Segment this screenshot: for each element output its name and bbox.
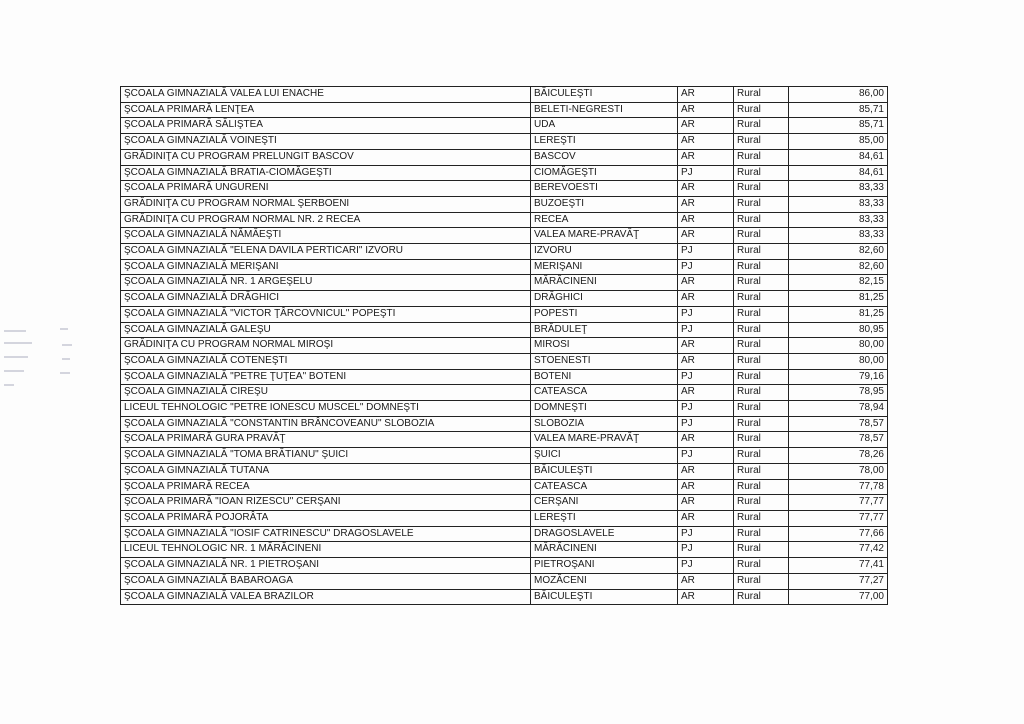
environment-cell: Rural <box>734 306 789 322</box>
school-name-cell: ŞCOALA GIMNAZIALĂ MERIŞANI <box>121 259 531 275</box>
school-name-cell: ŞCOALA GIMNAZIALĂ BABAROAGA <box>121 573 531 589</box>
type-cell: PJ <box>678 448 734 464</box>
table-row <box>121 416 888 432</box>
type-cell: AR <box>678 275 734 291</box>
environment-cell: Rural <box>734 385 789 401</box>
school-name-cell: ŞCOALA GIMNAZIALĂ CIREŞU <box>121 385 531 401</box>
table-row <box>121 495 888 511</box>
school-name-cell: GRĂDINIŢA CU PROGRAM NORMAL ŞERBOENI <box>121 196 531 212</box>
locality-cell: VALEA MARE-PRAVĂŢ <box>531 228 678 244</box>
score-cell: 78,95 <box>789 385 888 401</box>
type-cell: AR <box>678 589 734 605</box>
school-name-cell: ŞCOALA GIMNAZIALĂ "PETRE ŢUŢEA" BOTENI <box>121 369 531 385</box>
score-cell: 77,77 <box>789 495 888 511</box>
table-row <box>121 259 888 275</box>
table-row <box>121 212 888 228</box>
score-cell: 80,95 <box>789 322 888 338</box>
score-cell: 86,00 <box>789 87 888 103</box>
table-row <box>121 479 888 495</box>
type-cell: PJ <box>678 244 734 260</box>
locality-cell: CATEASCA <box>531 385 678 401</box>
locality-cell: BOTENI <box>531 369 678 385</box>
environment-cell: Rural <box>734 196 789 212</box>
type-cell: PJ <box>678 558 734 574</box>
table-row <box>121 165 888 181</box>
locality-cell: DRĂGHICI <box>531 291 678 307</box>
score-cell: 77,00 <box>789 589 888 605</box>
environment-cell: Rural <box>734 463 789 479</box>
type-cell: AR <box>678 338 734 354</box>
locality-cell: RECEA <box>531 212 678 228</box>
locality-cell: BĂICULEŞTI <box>531 463 678 479</box>
school-name-cell: ŞCOALA GIMNAZIALĂ VOINEŞTI <box>121 134 531 150</box>
locality-cell: BASCOV <box>531 149 678 165</box>
score-cell: 77,66 <box>789 526 888 542</box>
score-cell: 78,94 <box>789 401 888 417</box>
table-row <box>121 322 888 338</box>
school-name-cell: GRĂDINIŢA CU PROGRAM PRELUNGIT BASCOV <box>121 149 531 165</box>
type-cell: AR <box>678 463 734 479</box>
environment-cell: Rural <box>734 134 789 150</box>
school-name-cell: ŞCOALA GIMNAZIALĂ "VICTOR ŢÂRCOVNICUL" POPEŞTI <box>121 306 531 322</box>
environment-cell: Rural <box>734 401 789 417</box>
locality-cell: CERŞANI <box>531 495 678 511</box>
type-cell: AR <box>678 385 734 401</box>
table-row <box>121 369 888 385</box>
type-cell: AR <box>678 495 734 511</box>
locality-cell: MĂRĂCINENI <box>531 542 678 558</box>
score-cell: 83,33 <box>789 228 888 244</box>
type-cell: AR <box>678 432 734 448</box>
environment-cell: Rural <box>734 118 789 134</box>
score-cell: 81,25 <box>789 291 888 307</box>
locality-cell: LEREŞTI <box>531 510 678 526</box>
score-cell: 83,33 <box>789 212 888 228</box>
locality-cell: POPESTI <box>531 306 678 322</box>
environment-cell: Rural <box>734 448 789 464</box>
score-cell: 81,25 <box>789 306 888 322</box>
score-cell: 82,60 <box>789 244 888 260</box>
school-name-cell: ŞCOALA GIMNAZIALĂ VALEA LUI ENACHE <box>121 87 531 103</box>
environment-cell: Rural <box>734 589 789 605</box>
table-row <box>121 291 888 307</box>
locality-cell: PIETROŞANI <box>531 558 678 574</box>
table-row <box>121 432 888 448</box>
environment-cell: Rural <box>734 338 789 354</box>
table-row <box>121 385 888 401</box>
school-name-cell: ŞCOALA GIMNAZIALĂ BRATIA-CIOMĂGEŞTI <box>121 165 531 181</box>
type-cell: AR <box>678 510 734 526</box>
environment-cell: Rural <box>734 165 789 181</box>
locality-cell: BĂICULEŞTI <box>531 589 678 605</box>
school-name-cell: ŞCOALA GIMNAZIALĂ NR. 1 PIETROŞANI <box>121 558 531 574</box>
table-row <box>121 87 888 103</box>
locality-cell: MERIŞANI <box>531 259 678 275</box>
school-name-cell: ŞCOALA PRIMARĂ UNGURENI <box>121 181 531 197</box>
environment-cell: Rural <box>734 181 789 197</box>
table-row <box>121 118 888 134</box>
type-cell: AR <box>678 353 734 369</box>
school-ranking-table <box>120 86 888 605</box>
school-name-cell: ŞCOALA GIMNAZIALĂ GALEŞU <box>121 322 531 338</box>
type-cell: AR <box>678 479 734 495</box>
table-row <box>121 181 888 197</box>
table-row <box>121 401 888 417</box>
table-row <box>121 353 888 369</box>
score-cell: 78,00 <box>789 463 888 479</box>
locality-cell: BRĂDULEŢ <box>531 322 678 338</box>
table-row <box>121 526 888 542</box>
school-name-cell: LICEUL TEHNOLOGIC "PETRE IONESCU MUSCEL" DOMNEŞTI <box>121 401 531 417</box>
score-cell: 80,00 <box>789 338 888 354</box>
school-name-cell: ŞCOALA PRIMARĂ RECEA <box>121 479 531 495</box>
table-row <box>121 196 888 212</box>
type-cell: PJ <box>678 306 734 322</box>
type-cell: PJ <box>678 526 734 542</box>
locality-cell: BELETI-NEGRESTI <box>531 102 678 118</box>
locality-cell: DOMNEŞTI <box>531 401 678 417</box>
environment-cell: Rural <box>734 416 789 432</box>
school-name-cell: ŞCOALA GIMNAZIALĂ DRĂGHICI <box>121 291 531 307</box>
score-cell: 84,61 <box>789 149 888 165</box>
score-cell: 78,57 <box>789 416 888 432</box>
school-name-cell: ŞCOALA GIMNAZIALĂ VALEA BRAZILOR <box>121 589 531 605</box>
locality-cell: CIOMĂGEŞTI <box>531 165 678 181</box>
score-cell: 78,26 <box>789 448 888 464</box>
locality-cell: BEREVOESTI <box>531 181 678 197</box>
school-name-cell: ŞCOALA GIMNAZIALĂ TUTANA <box>121 463 531 479</box>
environment-cell: Rural <box>734 495 789 511</box>
school-name-cell: ŞCOALA PRIMARĂ "IOAN RIZESCU" CERŞANI <box>121 495 531 511</box>
locality-cell: VALEA MARE-PRAVĂŢ <box>531 432 678 448</box>
score-cell: 85,71 <box>789 118 888 134</box>
type-cell: AR <box>678 212 734 228</box>
environment-cell: Rural <box>734 542 789 558</box>
score-cell: 77,41 <box>789 558 888 574</box>
environment-cell: Rural <box>734 510 789 526</box>
locality-cell: LEREŞTI <box>531 134 678 150</box>
school-name-cell: ŞCOALA GIMNAZIALĂ NĂMĂEŞTI <box>121 228 531 244</box>
school-name-cell: LICEUL TEHNOLOGIC NR. 1 MĂRĂCINENI <box>121 542 531 558</box>
environment-cell: Rural <box>734 526 789 542</box>
type-cell: PJ <box>678 542 734 558</box>
type-cell: PJ <box>678 322 734 338</box>
environment-cell: Rural <box>734 558 789 574</box>
environment-cell: Rural <box>734 259 789 275</box>
school-name-cell: GRĂDINIŢA CU PROGRAM NORMAL MIROŞI <box>121 338 531 354</box>
school-name-cell: ŞCOALA GIMNAZIALĂ "CONSTANTIN BRÂNCOVEANU" SLOBOZIA <box>121 416 531 432</box>
environment-cell: Rural <box>734 102 789 118</box>
type-cell: AR <box>678 291 734 307</box>
type-cell: AR <box>678 228 734 244</box>
score-cell: 84,61 <box>789 165 888 181</box>
score-cell: 83,33 <box>789 181 888 197</box>
score-cell: 82,15 <box>789 275 888 291</box>
type-cell: AR <box>678 102 734 118</box>
table-row <box>121 134 888 150</box>
type-cell: PJ <box>678 416 734 432</box>
school-name-cell: ŞCOALA GIMNAZIALĂ "ELENA DAVILA PERTICARI" IZVORU <box>121 244 531 260</box>
environment-cell: Rural <box>734 149 789 165</box>
type-cell: PJ <box>678 259 734 275</box>
type-cell: PJ <box>678 401 734 417</box>
locality-cell: MIROSI <box>531 338 678 354</box>
table-row <box>121 510 888 526</box>
score-cell: 78,57 <box>789 432 888 448</box>
type-cell: AR <box>678 118 734 134</box>
table-row <box>121 542 888 558</box>
score-cell: 77,27 <box>789 573 888 589</box>
table-row <box>121 306 888 322</box>
environment-cell: Rural <box>734 369 789 385</box>
environment-cell: Rural <box>734 228 789 244</box>
type-cell: AR <box>678 87 734 103</box>
environment-cell: Rural <box>734 87 789 103</box>
table-row <box>121 448 888 464</box>
locality-cell: DRAGOSLAVELE <box>531 526 678 542</box>
environment-cell: Rural <box>734 291 789 307</box>
school-name-cell: GRĂDINIŢA CU PROGRAM NORMAL NR. 2 RECEA <box>121 212 531 228</box>
scan-artifacts <box>0 320 80 400</box>
type-cell: AR <box>678 134 734 150</box>
type-cell: AR <box>678 149 734 165</box>
environment-cell: Rural <box>734 432 789 448</box>
environment-cell: Rural <box>734 212 789 228</box>
school-name-cell: ŞCOALA GIMNAZIALĂ NR. 1 ARGEŞELU <box>121 275 531 291</box>
environment-cell: Rural <box>734 353 789 369</box>
locality-cell: CATEASCA <box>531 479 678 495</box>
table-row <box>121 338 888 354</box>
school-name-cell: ŞCOALA PRIMARĂ LENŢEA <box>121 102 531 118</box>
table-row <box>121 558 888 574</box>
type-cell: AR <box>678 196 734 212</box>
score-cell: 80,00 <box>789 353 888 369</box>
locality-cell: ŞUICI <box>531 448 678 464</box>
score-cell: 77,78 <box>789 479 888 495</box>
type-cell: AR <box>678 573 734 589</box>
environment-cell: Rural <box>734 573 789 589</box>
locality-cell: MOZĂCENI <box>531 573 678 589</box>
score-cell: 77,77 <box>789 510 888 526</box>
score-cell: 77,42 <box>789 542 888 558</box>
table-row <box>121 573 888 589</box>
environment-cell: Rural <box>734 244 789 260</box>
environment-cell: Rural <box>734 322 789 338</box>
school-name-cell: ŞCOALA GIMNAZIALĂ COTENEŞTI <box>121 353 531 369</box>
locality-cell: BUZOEŞTI <box>531 196 678 212</box>
table-row <box>121 102 888 118</box>
score-cell: 83,33 <box>789 196 888 212</box>
school-name-cell: ŞCOALA GIMNAZIALĂ "IOSIF CATRINESCU" DRAGOSLAVELE <box>121 526 531 542</box>
environment-cell: Rural <box>734 479 789 495</box>
score-cell: 82,60 <box>789 259 888 275</box>
locality-cell: IZVORU <box>531 244 678 260</box>
score-cell: 79,16 <box>789 369 888 385</box>
table-row <box>121 589 888 605</box>
school-name-cell: ŞCOALA GIMNAZIALĂ "TOMA BRĂTIANU" ŞUICI <box>121 448 531 464</box>
type-cell: PJ <box>678 165 734 181</box>
type-cell: AR <box>678 181 734 197</box>
locality-cell: UDA <box>531 118 678 134</box>
school-name-cell: ŞCOALA PRIMARĂ POJORÂTA <box>121 510 531 526</box>
table-row <box>121 228 888 244</box>
locality-cell: BĂICULEŞTI <box>531 87 678 103</box>
table-row <box>121 463 888 479</box>
locality-cell: SLOBOZIA <box>531 416 678 432</box>
locality-cell: MĂRĂCINENI <box>531 275 678 291</box>
table-row <box>121 244 888 260</box>
score-cell: 85,71 <box>789 102 888 118</box>
locality-cell: STOENESTI <box>531 353 678 369</box>
school-name-cell: ŞCOALA PRIMARĂ GURA PRAVĂŢ <box>121 432 531 448</box>
table-row <box>121 149 888 165</box>
environment-cell: Rural <box>734 275 789 291</box>
score-cell: 85,00 <box>789 134 888 150</box>
table-row <box>121 275 888 291</box>
type-cell: PJ <box>678 369 734 385</box>
school-name-cell: ŞCOALA PRIMARĂ SĂLIŞTEA <box>121 118 531 134</box>
